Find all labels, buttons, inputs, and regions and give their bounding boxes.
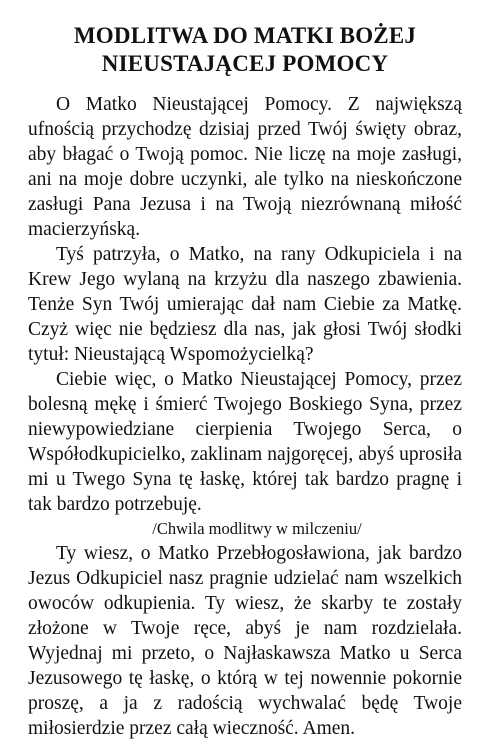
paragraph-1: O Matko Nieustającej Pomocy. Z największą ufnością przychodzę dzisiaj przed Twój święty obraz, aby błagać o Twoją pomoc. Nie liczę na moje zasługi, ani na moje dobre uczynki, ale tylko na nieskończone zasługi Pana Jezusa i na Twoją niezrównaną miłość macierzyńską. [28, 94, 462, 240]
silent-prayer-note: /Chwila modlitwy w milczeniu/ [152, 519, 362, 538]
paragraph-4: Ty wiesz, o Matko Przebłogosławiona, jak bardzo Jezus Odkupiciel nasz pragnie udzielać nam wszelkich owoców odkupienia. Ty wiesz, że skarby te zostały złożone w Twoje ręce, abyś je nam rozdzielała. Wyjednaj mi przeto, o Najłaskawsza Matko u Serca Jezusowego tę łaskę, o którą w tej nowennie pokornie proszę, a ja z radością wychwalać będę Twoje miłosierdzie przez całą wieczność. Amen. [28, 543, 462, 739]
title-line-2: NIEUSTAJĄCEJ POMOCY [101, 51, 389, 76]
title-line-1: MODLITWA DO MATKI BOŻEJ [73, 23, 417, 48]
prayer-title [28, 22, 462, 78]
paragraph-3: Ciebie więc, o Matko Nieustającej Pomocy, przez bolesną mękę i śmierć Twojego Boskiego Syna, przez niewypowiedziane cierpienia Twojego Serca, o Współodkupicielko, zaklinam najgoręcej, abyś uprosiła mi u Twego Syna tę łaskę, której tak bardzo pragnę i tak bardzo potrzebuję. [28, 369, 462, 515]
paragraph-2: Tyś patrzyła, o Matko, na rany Odkupiciela i na Krew Jego wylaną na krzyżu dla naszego zbawienia. Tenże Syn Twój umierając dał nam Ciebie za Matkę. Czyż więc nie będziesz dla nas, jak głosi Twój słodki tytuł: Nieustającą Wspomożycielką? [28, 244, 462, 365]
